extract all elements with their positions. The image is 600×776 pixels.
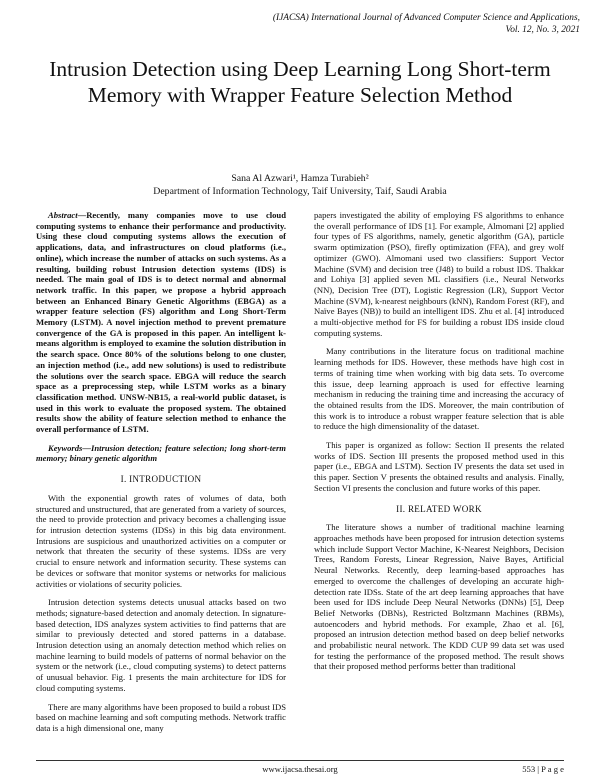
paper-title: Intrusion Detection using Deep Learning Long Short-term Memory with Wrapper Feature Selection Method [49, 57, 551, 107]
abstract [36, 210, 286, 435]
journal-header [220, 12, 580, 36]
journal-name: (IJACSA) International Journal of Advanced Computer Science and Applications, [272, 13, 580, 23]
section-heading-introduction: I. INTRODUCTION [120, 474, 202, 485]
body-paragraph: Intrusion detection systems detects unusual attacks based on two methods; signature-based detection and anomaly detection. In signature-based detection, IDS analyzes system activities to find patterns that are similar to previously detected and stored patterns in a database. Intrusion detection using an anomaly detection method which relies on machine learning to build models of patterns of normal behavior on the system or the network (i.e., cloud computing systems) to detect patterns of unusual behavior. Fig. 1 presents the main architecture for IDS for cloud computing systems. [36, 597, 286, 693]
author-block [60, 172, 540, 198]
body-paragraph: There are many algorithms have been proposed to build a robust IDS based on machine learning and soft computing methods. Network traffic data is a high dimensional one, many [36, 701, 286, 733]
section-heading-related-work: II. RELATED WORK [396, 503, 482, 514]
page-number: 553 | P a g e [522, 764, 564, 774]
footer-divider [36, 760, 564, 761]
author-names: Sana Al Azwari¹, Hamza Turabieh² [231, 173, 369, 184]
body-paragraph: papers investigated the ability of employing FS algorithms to enhance the overall performance of IDS [1]. For example, Almomani [2] applied four types of FS algorithms, namely, genetic algorithm (GA), particle swarm optimization (PSO), firefly optimization (FFA), and grey wolf optimizer (GWO). Almomani used two classifiers: Support Vector Machine (SVM) and decision tree (J48) to build a robust IDS. Thakkar and Lohiya [3] applied seven ML classifiers (i.e., Neural Networks (NN), Decision Tree (DT), Logistic Regression (LR), Support Vector Machine (SVM), k-nearest neighbours (kNN), Random Forest (RF), and Naïve Bayes (NB)) to build an intelligent IDS. Zhu et al. [4] introduced a multi-objective method for FS for building a robust IDS inside cloud computing systems. [314, 210, 564, 338]
abstract-text: Recently, many companies move to use cloud computing systems to enhance their performance and productivity. Using these cloud computing systems allows the execution of applications, data, and infrastructures on cloud platforms (i.e., online), which increase the number of attacks on such systems. As a resulting, building robust Intrusion detection systems (IDS) is needed. The main goal of IDS is to detect normal and abnormal network traffic. In this paper, we propose a hybrid approach between an Enhanced Binary Genetic Algorithms (EBGA) as a wrapper feature selection (FS) algorithm and Long Short-Term Memory (LSTM). A novel injection method to prevent premature convergence of the GA is proposed in this paper. An intelligent k-means algorithm is employed to examine the solution distribution in the search space. Once 80% of the solutions belong to one cluster, an injection method (i.e., add new solutions) is used to redistribute the solutions over the search space. EBGA will reduce the search space as a preprocessing step, while LSTM works as a binary classification method. UNSW-NB15, a real-world public dataset, is used in this work to evaluate the proposed system. The obtained results show the ability of feature selection method to enhance the overall performance of LSTM. [36, 210, 286, 435]
keywords [36, 443, 286, 464]
right-column [314, 210, 564, 680]
journal-volume: Vol. 12, No. 3, 2021 [505, 25, 580, 35]
footer-url: www.ijacsa.thesai.org [262, 764, 338, 774]
body-paragraph: With the exponential growth rates of volumes of data, both structured and unstructured, that are generated from a variety of sources, the need to provide protection and privacy becomes a challenging issue for intrusion detection systems (IDSs) in this big data environment. Intrusions are suspicious and unauthorized activities on a computer or network that threaten the security of these systems. IDSs are very crucial to ensure network and information security. These systems can be devices or software that monitor systems or networks for malicious activities or violations of security policies. [36, 492, 286, 589]
author-affiliation: Department of Information Technology, Taif University, Taif, Saudi Arabia [153, 186, 447, 197]
abstract-lead: Abstract— [48, 210, 87, 220]
keywords-lead: Keywords— [48, 442, 91, 453]
body-paragraph: The literature shows a number of traditional machine learning approaches methods have been proposed for intrusion detection systems which include Support Vector Machine, K-Nearest Neighbors, Decision Trees, Random Forests, Linear Regression, Naive Bayes, Artificial Neural Networks. Recently, deep learning-based approaches has emerged to overcome the challenges of developing an accurate high-detection rate IDSs. State of the art deep learning approaches that have been used for IDS include Deep Neural Networks (DNNs) [5], Deep Belief Networks (DBNs), Restricted Boltzmann Machines (RBMs), autoencoders and hybrid methods. For example, Zhao et al. [6], proposed an intrusion detection method based on deep belief networks and probabilistic neural network. The KDD CUP 99 data set was used for testing the performance of the proposed method. The result shows that their proposed method performs better than traditional [314, 522, 564, 672]
keywords-text: Intrusion detection; feature selection; long short-term memory; binary genetic algorithm [36, 442, 286, 464]
body-paragraph: Many contributions in the literature focus on traditional machine learning methods for IDS. However, these methods have high cost in terms of training time when working with big data sets. To overcome this issue, deep learning approach is used for effective learning mechanism in reducing the training time and increasing the accuracy of the obtained results from the IDS. Moreover, the main contribution of this work is to introduce a robust wrapper feature selection that is able to reduce the high dimensionality of the dataset. [314, 346, 564, 432]
body-paragraph: This paper is organized as follow: Section II presents the related works of IDS. Section III presents the proposed method used in this paper (i.e., EBGA and LSTM). Section IV presents the data set used in this paper. Section V presents the obtained results and analysis. Finally, Section VI presents the conclusion and future works of this paper. [314, 440, 564, 493]
left-column [36, 210, 286, 742]
